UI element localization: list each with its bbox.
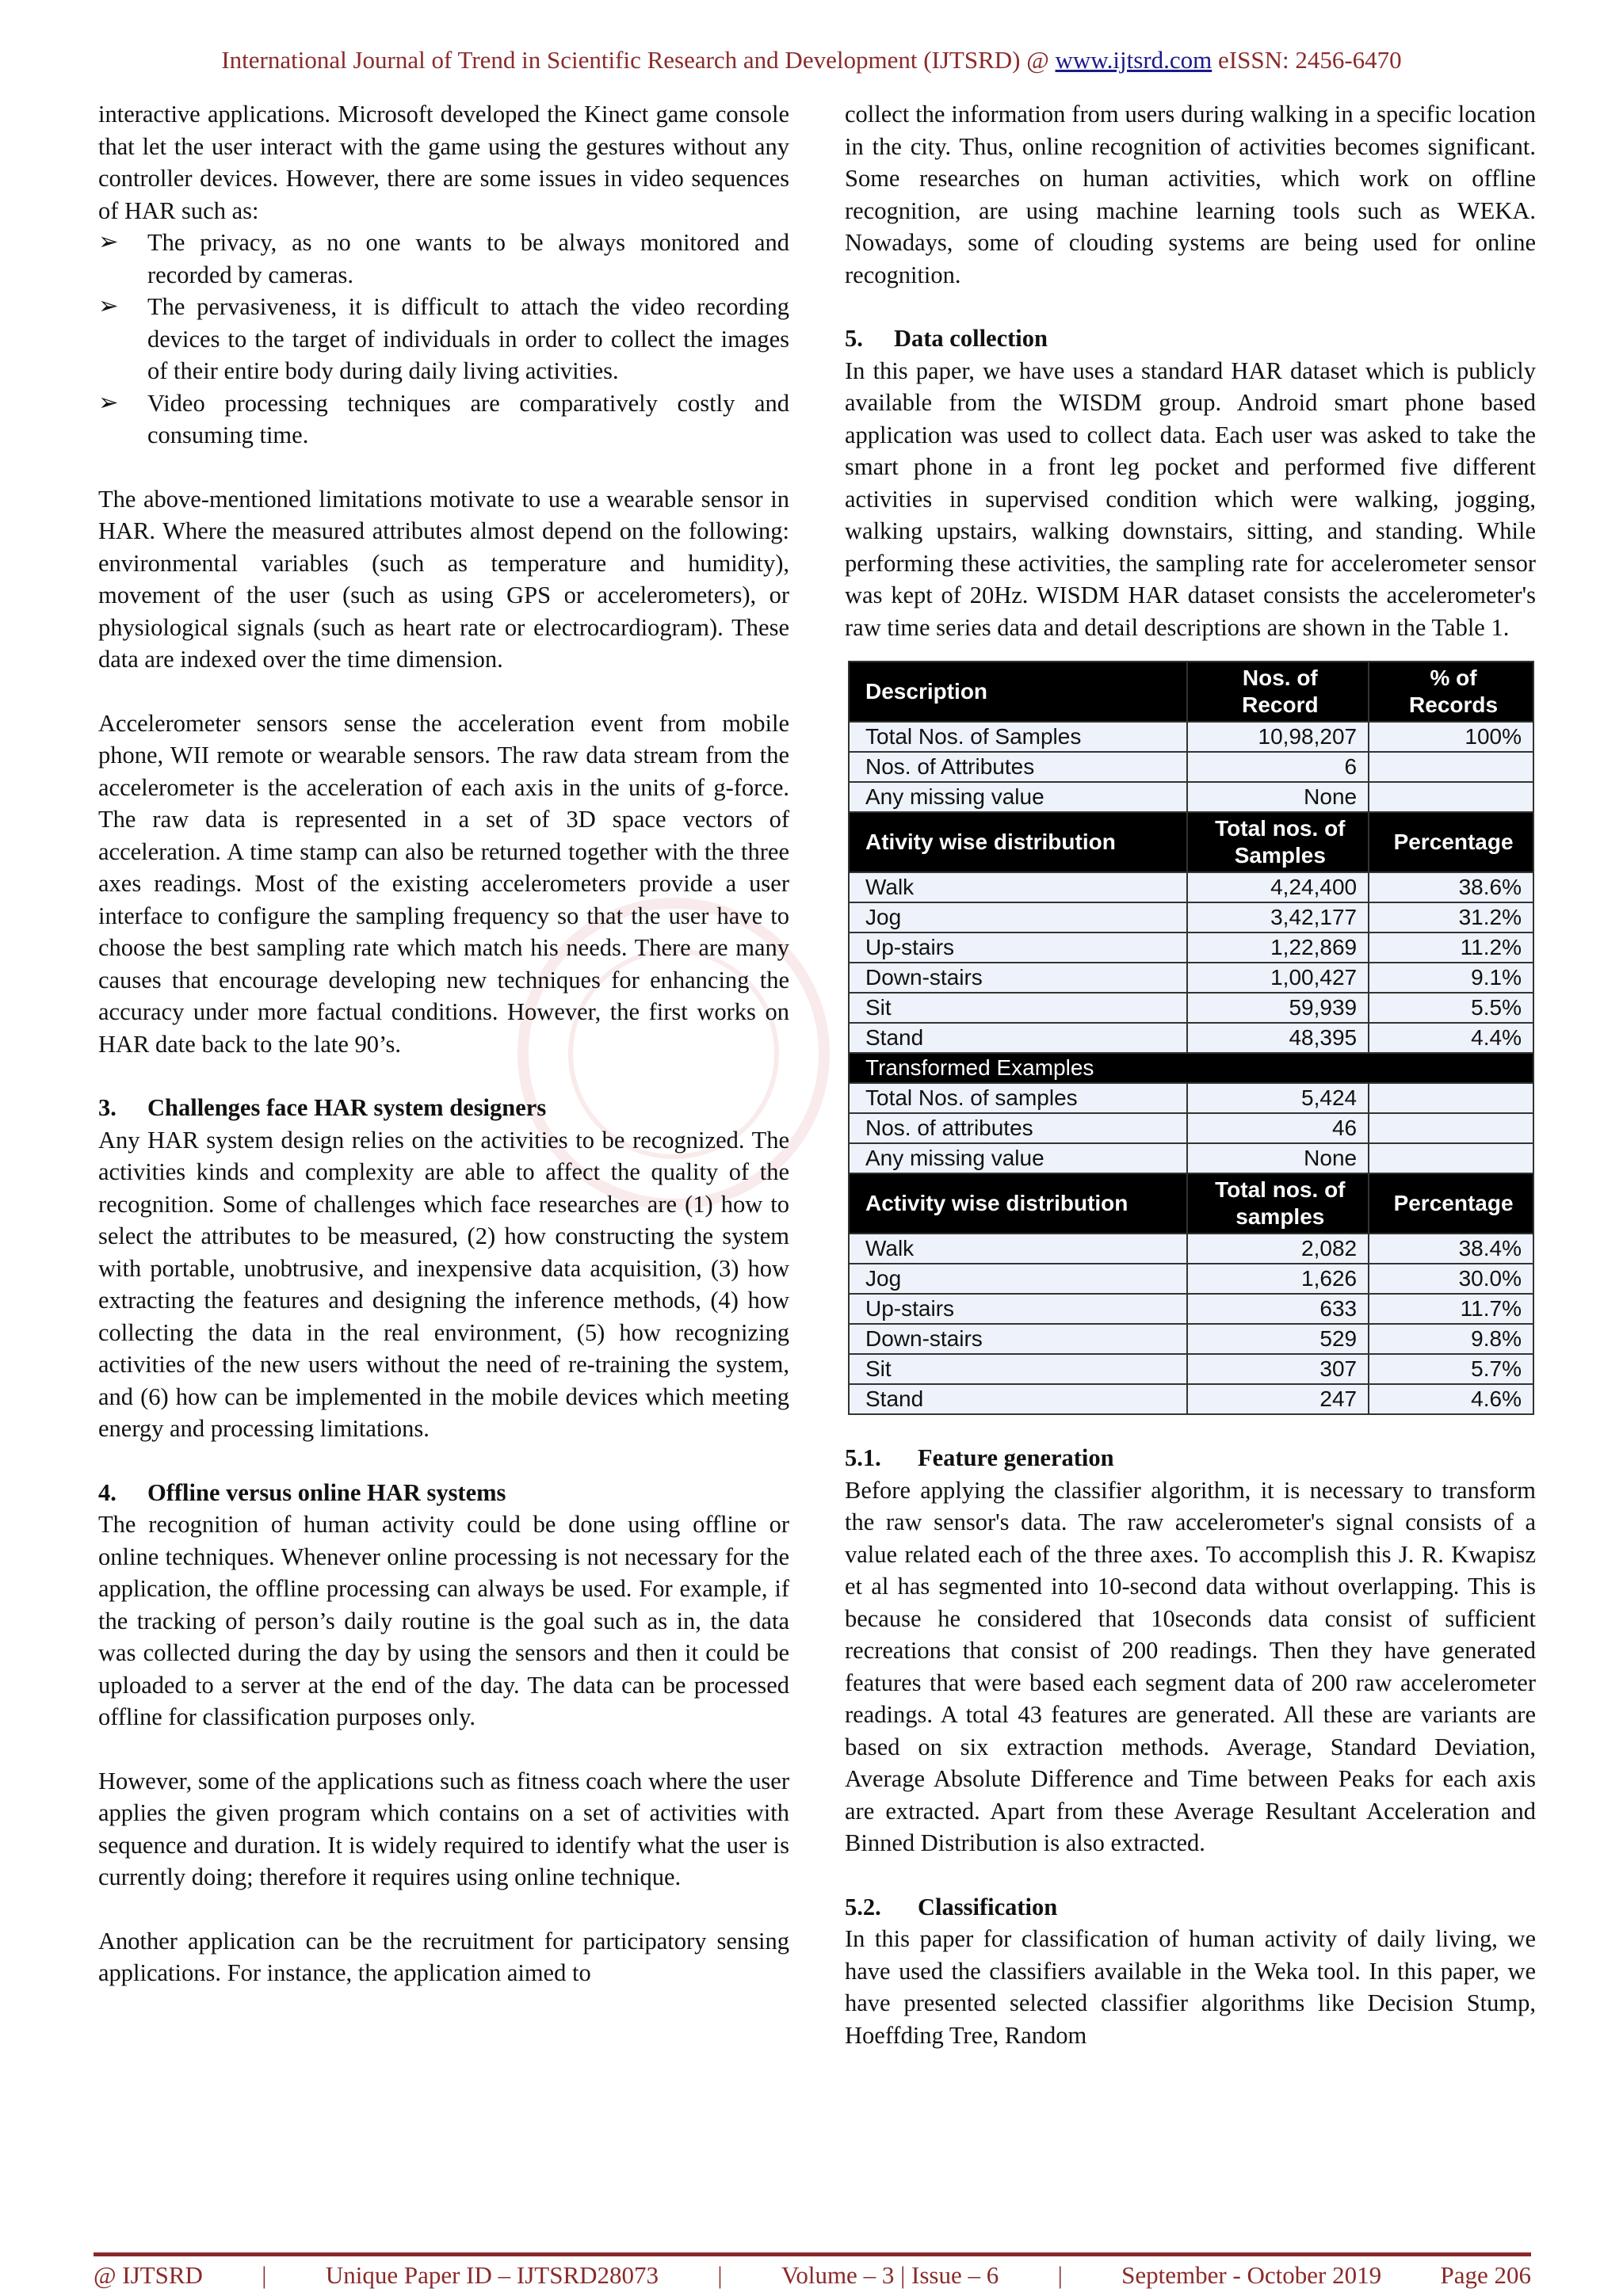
table-row: Nos. of attributes 46	[849, 1113, 1533, 1143]
table-row: Stand 247 4.6%	[849, 1384, 1533, 1414]
table-row: Jog 3,42,177 31.2%	[849, 902, 1533, 933]
paragraph: The above-mentioned limitations motivate to use a wearable sensor in HAR. Where the measured attributes almost depend on the following: environmental variables (such as temperature and humidity), movement of the user (such as using GPS or accelerometers), or physiological signals (such as heart rate or electrocardiogram). These data are indexed over the time dimension.	[98, 485, 789, 673]
table-header-row: Activity wise distribution Total nos. of samples Percentage	[849, 1173, 1533, 1234]
paragraph: Another application can be the recruitment for participatory sensing applications. For instance, the application aimed to	[98, 1927, 789, 1986]
footer-page: Page 206	[1440, 2261, 1531, 2289]
list-item: ➢ The privacy, as no one wants to be always monitored and recorded by cameras.	[98, 228, 789, 288]
table-row: Walk 4,24,400 38.6%	[849, 872, 1533, 902]
table-row: Jog 1,626 30.0%	[849, 1264, 1533, 1294]
table-row: Stand 48,395 4.4%	[849, 1023, 1533, 1053]
paragraph: collect the information from users during walking in a specific location in the city. Thus, online recognition of activities becomes significant. Some researches on human activities, which work on offline recognition, are using machine learning tools such as WEKA. Nowadays, some of clouding systems are being used for online recognition.	[845, 101, 1536, 288]
table-row: Up-stairs 1,22,869 11.2%	[849, 933, 1533, 963]
table-header-row: Ativity wise distribution Total nos. of Samples Percentage	[849, 812, 1533, 872]
left-column	[98, 98, 789, 1989]
journal-name: International Journal of Trend in Scientific Research and Development (IJTSRD) @	[221, 46, 1049, 74]
paragraph: In this paper, we have uses a standard HAR dataset which is publicly available from the WISDM group. Android smart phone based application was used to collect data. Each user was asked to take the smart phone in a front leg pocket and performed five different activities in supervised condition which were walking, jogging, walking upstairs, walking downstairs, sitting, and standing. While performing these activities, the sampling rate for accelerometer sensor was kept of 20Hz. WISDM HAR dataset consists the accelerometer's raw time series data and detail descriptions are shown in the Table 1.	[845, 357, 1536, 641]
arrow-bullet-icon: ➢	[98, 292, 119, 320]
footer-paper-id: Unique Paper ID – IJTSRD28073	[325, 2261, 659, 2289]
table-band-row: Transformed Examples	[849, 1053, 1533, 1083]
table-row: Walk 2,082 38.4%	[849, 1234, 1533, 1264]
footer-journal: @ IJTSRD	[94, 2261, 203, 2289]
section-heading: 5. Data collection	[845, 325, 1048, 352]
right-column	[845, 98, 1536, 2051]
table-row: Sit 59,939 5.5%	[849, 993, 1533, 1023]
list-item: ➢ Video processing techniques are comparatively costly and consuming time.	[98, 388, 789, 448]
table-row: Sit 307 5.7%	[849, 1354, 1533, 1384]
section-heading: 5.1. Feature generation	[845, 1444, 1114, 1471]
dataset-table	[848, 661, 1534, 1415]
footer-separator: |	[262, 2261, 267, 2289]
section-heading: 3. Challenges face HAR system designers	[98, 1094, 547, 1121]
footer-separator: |	[717, 2261, 723, 2289]
arrow-bullet-icon: ➢	[98, 388, 119, 417]
page-footer	[94, 2261, 1531, 2290]
table-row: Up-stairs 633 11.7%	[849, 1294, 1533, 1324]
journal-issn: eISSN: 2456-6470	[1218, 46, 1402, 74]
paragraph: However, some of the applications such as fitness coach where the user applies the given program which contains on a set of activities with sequence and duration. It is widely required to identify what the user is currently doing; therefore it requires using online technique.	[98, 1767, 789, 1890]
paragraph: In this paper for classification of human activity of daily living, we have used the classifiers available in the Weka tool. In this paper, we have presented selected classifier algorithms like Decision Stump, Hoeffding Tree, Random	[845, 1925, 1536, 2049]
paragraph: interactive applications. Microsoft developed the Kinect game console that let the user interact with the game using the gestures without any controller devices. However, there are some issues in video sequences of HAR such as:	[98, 101, 789, 224]
table-row: Down-stairs 529 9.8%	[849, 1324, 1533, 1354]
paragraph: Accelerometer sensors sense the acceleration event from mobile phone, WII remote or wearable sensors. The raw data stream from the accelerometer is the acceleration of each axis in the units of g-force. The raw data is represented in a set of 3D space vectors of acceleration. A time stamp can also be returned together with the three axes readings. Most of the existing accelerometers provide a user interface to configure the sampling frequency so that the user have to choose the best sampling rate which match his needs. There are many causes that encourage developing new techniques for enhancing the accuracy under more factual conditions. However, the first works on HAR date back to the late 90’s.	[98, 709, 789, 1058]
paragraph: Before applying the classifier algorithm, it is necessary to transform the raw sensor's data. The raw accelerometer's signal consists of a value related each of the three axes. To accomplish this J. R. Kwapisz et al has segmented into 10-second data without overlapping. This is because he considered that 10seconds data consist of sufficient recreations that consist of 200 readings. Then they have generated features that were based each segment data of 200 raw accelerometer readings. A total 43 features are generated. All these are variants are based on six extraction methods. Average, Standard Deviation, Average Absolute Difference and Time between Peaks for each axis are extracted. Apart from these Average Resultant Acceleration and Binned Distribution is also extracted.	[845, 1476, 1536, 1856]
section-heading: 4. Offline versus online HAR systems	[98, 1478, 506, 1506]
list-item: ➢ The pervasiveness, it is difficult to attach the video recording devices to the target of individuals in order to collect the images of their entire body during daily living activities.	[98, 292, 789, 384]
arrow-bullet-icon: ➢	[98, 228, 119, 256]
page-header	[0, 46, 1623, 74]
paragraph: The recognition of human activity could be done using offline or online techniques. Whenever online processing is not necessary for the application, the offline processing can always be used. For example, if the tracking of person’s daily routine is the goal such as in, the data was collected during the day by using the sensors and then it could be uploaded to a server at the end of the day. The data can be processed offline for classification purposes only.	[98, 1511, 789, 1730]
table-row: Any missing value None	[849, 782, 1533, 812]
section-heading: 5.2. Classification	[845, 1893, 1058, 1920]
table-row: Down-stairs 1,00,427 9.1%	[849, 963, 1533, 993]
table-row: Total Nos. of Samples 10,98,207 100%	[849, 722, 1533, 752]
footer-separator: |	[1057, 2261, 1063, 2289]
issues-list	[98, 227, 789, 452]
footer-divider	[94, 2252, 1531, 2256]
table-row: Total Nos. of samples 5,424	[849, 1083, 1533, 1113]
table-header-row: Description Nos. of Record % of Records	[849, 662, 1533, 722]
table-row: Any missing value None	[849, 1143, 1533, 1173]
journal-url-link[interactable]: www.ijtsrd.com	[1055, 46, 1212, 74]
table-row: Nos. of Attributes 6	[849, 752, 1533, 782]
footer-volume: Volume – 3 | Issue – 6	[781, 2261, 999, 2289]
paragraph: Any HAR system design relies on the activities to be recognized. The activities kinds and complexity are able to affect the quality of the recognition. Some of challenges which face researches are (1) how to select the attributes to be measured, (2) how constructing the system with portable, unobtrusive, and inexpensive data acquisition, (3) how extracting the features and designing the inference methods, (4) how collecting the data in the real environment, (5) how recognizing activities of the new users without the need of re-training the system, and (6) how can be implemented in the mobile devices which meeting energy and processing limitations.	[98, 1126, 789, 1442]
footer-date: September - October 2019	[1121, 2261, 1382, 2289]
